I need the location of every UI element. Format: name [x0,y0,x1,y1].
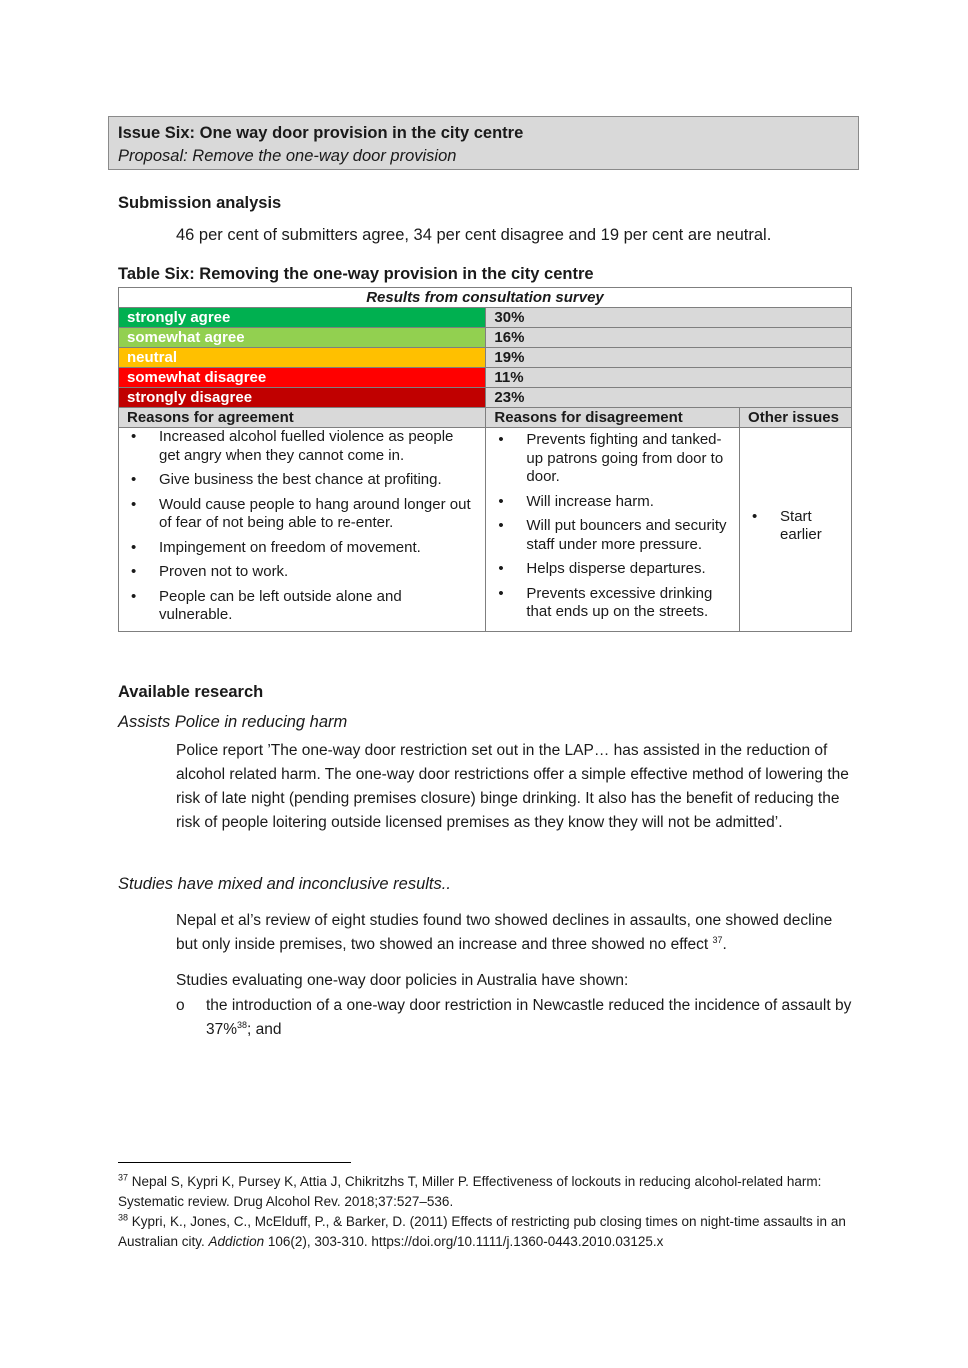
submission-text: 46 per cent of submitters agree, 34 per cent disagree and 19 per cent are neutral. [176,226,772,244]
table-caption-row [119,288,852,308]
footnote-ref: 37 [712,934,723,945]
result-label: strongly agree [119,308,486,328]
survey-table [118,287,852,632]
disagreement-cell [486,428,740,632]
list-item: • Prevents fighting and tanked-up patrons going from door to door. [494,431,731,487]
footnote-text: 106(2), 303-310. https://doi.org/10.1111/j.1360-0443.2010.03125.x [264,1234,664,1249]
result-label: somewhat agree [119,328,486,348]
result-label: strongly disagree [119,388,486,408]
result-row [119,308,852,328]
footnote-text: Nepal S, Kypri K, Pursey K, Attia J, Chikritzhs T, Miller P. Effectiveness of lockouts in reducing alcohol-related harm: Systematic review. Drug Alcohol Rev. 2018;37:527–536. [118,1174,822,1209]
agreement-cell [119,428,486,632]
result-label: somewhat disagree [119,368,486,388]
table-caption: Results from consultation survey [119,288,852,308]
submission-heading: Submission analysis [118,194,282,212]
research-sub1: Assists Police in reducing harm [118,713,348,731]
issue-proposal: Proposal: Remove the one-way door provision [118,147,457,165]
reasons-body-row [119,428,852,632]
nepal-paragraph [176,909,856,957]
result-row [119,328,852,348]
bullet-text: the introduction of a one-way door restriction in Newcastle reduced the incidence of assault by 37% [206,997,852,1038]
issue-title: Issue Six: One way door provision in the city centre [118,124,524,142]
result-value: 30% [486,308,852,328]
list-item: • Will increase harm. [494,493,731,512]
result-row [119,348,852,368]
result-value: 11% [486,368,852,388]
other-header: Other issues [740,408,852,428]
bullet-end: ; and [247,1021,282,1038]
list-item: • Proven not to work. [127,563,477,582]
list-item: • Prevents excessive drinking that ends up on the streets. [494,585,731,622]
circle-bullet: o [176,997,185,1014]
result-row [119,388,852,408]
footnote-ref: 38 [237,1019,248,1030]
footnote-number: 38 [118,1212,129,1223]
other-cell [740,428,852,632]
footnote-38 [118,1212,858,1252]
nepal-text: Nepal et al’s review of eight studies found two showed declines in assaults, one showed decline but only inside premises, two showed an increase and three showed no effect [176,912,833,953]
journal-name: Addiction [208,1234,265,1249]
research-list-item [176,994,856,1042]
agreement-list [127,428,477,625]
list-item: • Give business the best chance at profiting. [127,471,477,490]
list-item: • Will put bouncers and security staff under more pressure. [494,517,731,554]
research-heading: Available research [118,683,264,701]
police-report: Police report ’The one-way door restriction set out in the LAP… has assisted in the reduction of alcohol related harm. The one-way door restrictions offer a simple effective method of lowering the risk of late night (pending premises closure) binge drinking. It also has the benefit of reducing the risk of people loitering outside licensed premises as they know they will not be admitted’. [176,742,849,831]
result-row [119,368,852,388]
research-sub2: Studies have mixed and inconclusive results.. [118,875,451,893]
footnote-number: 37 [118,1172,129,1183]
disagreement-header: Reasons for disagreement [486,408,740,428]
footnote-text: Kypri, K., Jones, C., McElduff, P., & Barker, D. (2011) Effects of restricting pub closing times on night-time assaults in an Australian city. [118,1214,846,1249]
reasons-header-row [119,408,852,428]
australia-paragraph: Studies evaluating one-way door policies in Australia have shown: [176,972,629,989]
footnote-divider [118,1162,351,1163]
list-item: • Start earlier [748,508,843,545]
issue-box [108,116,859,170]
other-list [748,508,843,545]
table-title: Table Six: Removing the one-way provision in the city centre [118,265,594,283]
result-value: 23% [486,388,852,408]
disagreement-list [494,431,731,622]
list-item: • Would cause people to hang around longer out of fear of not being able to re-enter. [127,496,477,533]
result-value: 19% [486,348,852,368]
list-item: • Impingement on freedom of movement. [127,539,477,558]
list-item: • Helps disperse departures. [494,560,731,579]
result-label: neutral [119,348,486,368]
list-item: • People can be left outside alone and vulnerable. [127,588,477,625]
result-value: 16% [486,328,852,348]
footnote-37 [118,1172,858,1212]
nepal-end: . [722,936,727,953]
agreement-header: Reasons for agreement [119,408,486,428]
list-item: • Increased alcohol fuelled violence as people get angry when they cannot come in. [127,428,477,465]
